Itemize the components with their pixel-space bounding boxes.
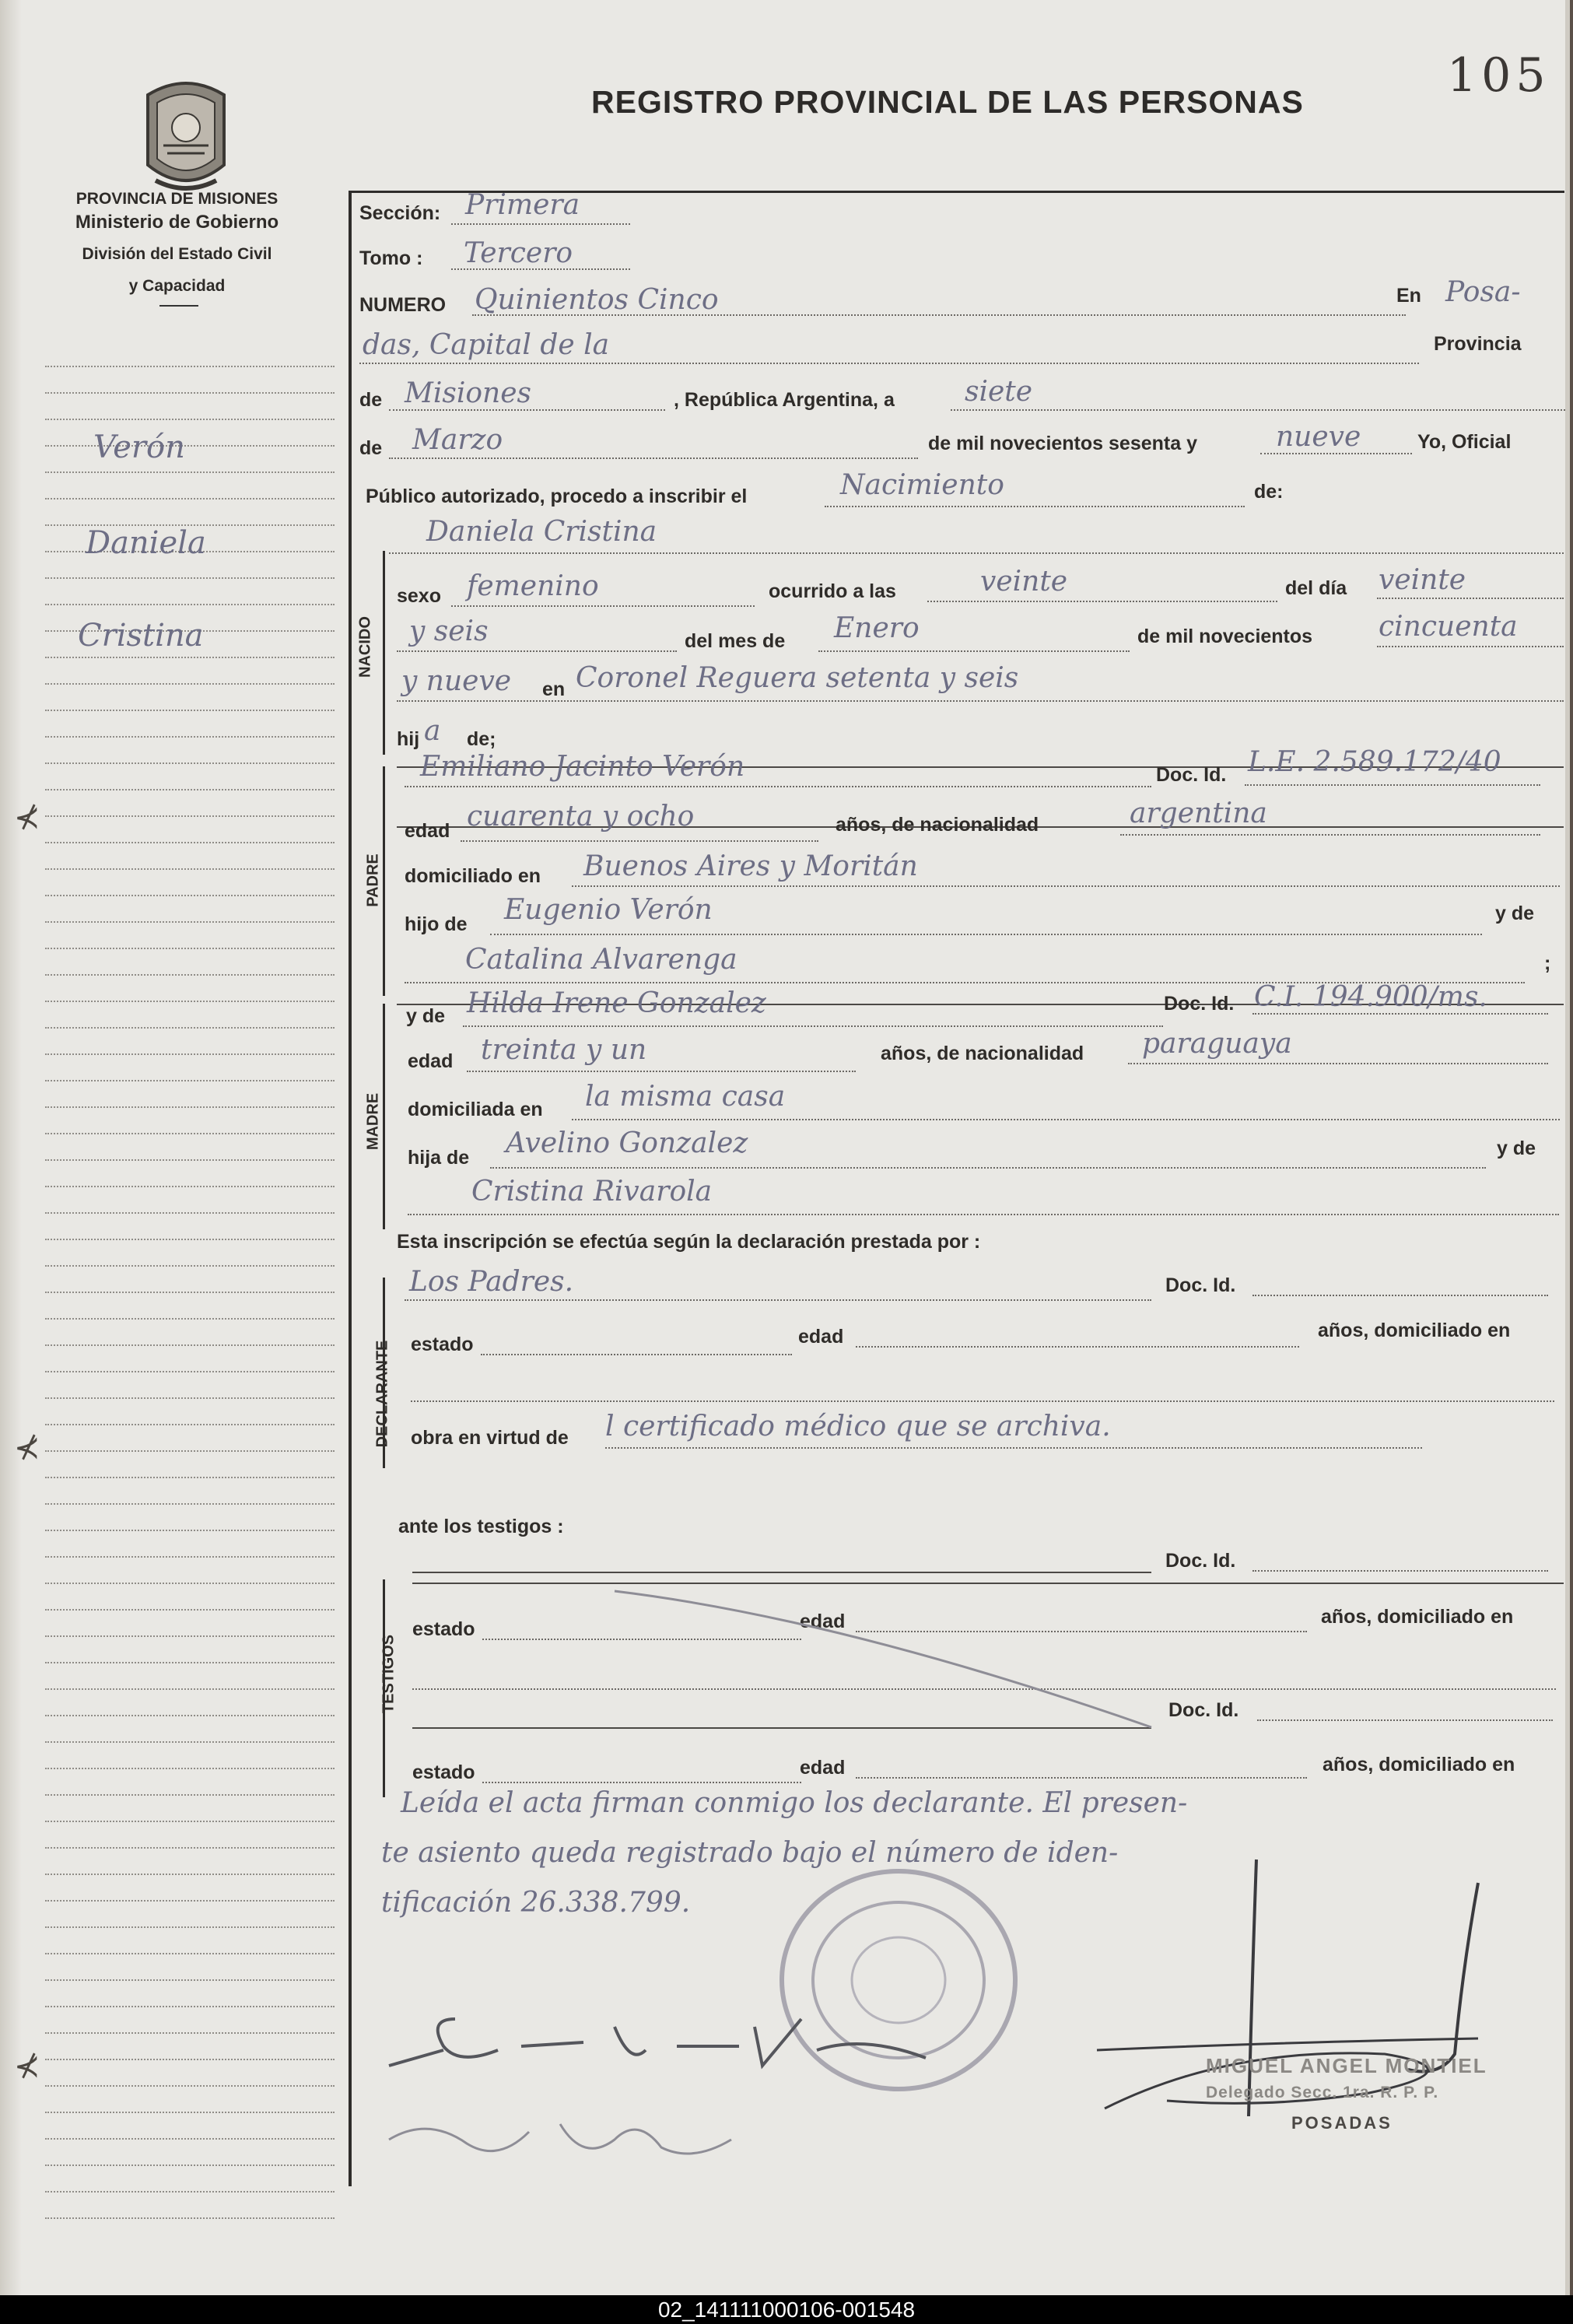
field-line [1252, 1013, 1548, 1015]
section-label-declarante: DECLARANTE [373, 1340, 391, 1448]
header-capacity: y Capacidad [128, 277, 226, 295]
field-line [1377, 598, 1564, 599]
margin-ruled-line [45, 2138, 335, 2140]
label-hijo-de: hijo de [405, 913, 468, 935]
margin-ruled-line [45, 815, 335, 817]
father-signature [381, 2003, 972, 2089]
margin-ruled-line [45, 2217, 335, 2219]
field-line [397, 700, 1564, 702]
field-line [389, 552, 1564, 554]
field-line [1120, 834, 1540, 836]
value-padre-edad: cuarenta y ocho [467, 801, 695, 833]
margin-ruled-line [45, 1159, 335, 1161]
field-line [411, 1400, 1554, 1402]
field-line [359, 363, 1419, 364]
label-anos-nac-padre: años, de nacionalidad [836, 814, 1039, 836]
label-edad-testigo-1: edad [800, 1611, 846, 1632]
margin-ruled-line [45, 736, 335, 738]
label-en: En [1396, 285, 1421, 307]
value-madre-hija-de: Avelino Gonzalez [506, 1127, 748, 1159]
value-madre-nac: paraguaya [1142, 1028, 1292, 1060]
label-numero: NUMERO [359, 294, 447, 316]
field-line [572, 1119, 1560, 1120]
margin-ruled-line [45, 366, 335, 367]
margin-ruled-line [45, 1609, 335, 1611]
margin-ruled-line [45, 1926, 335, 1928]
value-hora: veinte [980, 566, 1068, 598]
label-en-lugar: en [542, 678, 566, 700]
field-line [412, 1572, 1151, 1573]
field-line [481, 1354, 792, 1355]
margin-ruled-line [45, 1397, 335, 1399]
label-ante-testigos: ante los testigos : [398, 1516, 564, 1537]
margin-ruled-line [45, 1821, 335, 1822]
header-division: División del Estado Civil [82, 245, 272, 263]
field-line [1260, 453, 1412, 454]
label-semicolon: ; [1544, 952, 1551, 974]
note-line-1: Leída el acta firman conmigo los declarante. El presen- [401, 1787, 1188, 1819]
field-line [818, 650, 1130, 652]
note-line-3: tificación 26.338.799. [381, 1887, 691, 1919]
field-line [467, 1071, 856, 1072]
label-tomo: Tomo : [359, 247, 423, 269]
value-lugar: Coronel Reguera setenta y seis [576, 662, 1019, 694]
margin-ruled-line [45, 842, 335, 843]
section-label-nacido: NACIDO [356, 616, 374, 678]
label-anos-dom-testigo-2: años, domiciliado en [1323, 1754, 1515, 1775]
page-number: 105 [1447, 48, 1550, 103]
value-declarante: Los Padres. [409, 1266, 574, 1298]
field-line [451, 605, 755, 607]
margin-note-second-name: Cristina [78, 618, 204, 654]
label-y-de-madre-2: y de [1497, 1137, 1536, 1159]
field-line [825, 506, 1245, 507]
margin-ruled-line [45, 868, 335, 870]
margin-ruled-line [45, 1292, 335, 1293]
value-madre-dom: la misma casa [585, 1081, 786, 1113]
margin-ruled-line [45, 1371, 335, 1372]
margin-ruled-line [45, 1424, 335, 1425]
label-obra: obra en virtud de [411, 1427, 569, 1449]
value-madre-doc: C.I. 194.900/ms. [1254, 981, 1487, 1013]
label-edad-madre: edad [408, 1050, 454, 1072]
margin-ruled-line [45, 1133, 335, 1134]
section-rule [412, 1583, 1564, 1584]
margin-ruled-line [45, 1080, 335, 1081]
provincial-seal-icon [140, 72, 232, 196]
margin-ruled-line [45, 1027, 335, 1029]
field-line [482, 1782, 801, 1783]
margin-note-surname: Verón [93, 429, 185, 465]
margin-ruled-line [45, 1741, 335, 1743]
margin-ruled-line [45, 762, 335, 764]
margin-ruled-line [45, 1450, 335, 1452]
value-acto: Nacimiento [840, 469, 1004, 501]
field-line [856, 1346, 1299, 1348]
margin-ruled-line [45, 1186, 335, 1187]
margin-ruled-line [45, 1106, 335, 1108]
label-doc-id-declarante: Doc. Id. [1165, 1274, 1236, 1296]
margin-ruled-line [45, 2165, 335, 2166]
margin-ruled-line [45, 1847, 335, 1849]
label-hij: hij [397, 728, 420, 750]
label-estado-testigo-1: estado [412, 1618, 475, 1640]
margin-ruled-line [45, 1477, 335, 1478]
header-ministry: Ministerio de Gobierno [75, 212, 279, 233]
margin-ruled-line [45, 1874, 335, 1875]
note-line-2: te asiento queda registrado bajo el número de iden- [381, 1837, 1119, 1869]
field-line [405, 786, 1151, 787]
value-padre-nac: argentina [1130, 797, 1267, 829]
margin-ruled-line [45, 1953, 335, 1954]
field-line [1128, 1063, 1548, 1064]
value-numero: Quinientos Cinco [475, 284, 719, 316]
margin-ruled-line [45, 498, 335, 500]
label-de-semi: de; [467, 728, 496, 750]
label-de-mes: de [359, 437, 383, 459]
official-stamp-name: MIGUEL ANGEL MONTIEL [1206, 2054, 1487, 2077]
value-padre-doc: L.E. 2.589.172/40 [1248, 746, 1501, 778]
field-line [572, 885, 1560, 887]
label-domiciliado-padre: domiciliado en [405, 865, 541, 887]
field-line [490, 1167, 1486, 1169]
margin-ruled-line [45, 1318, 335, 1320]
label-doc-id-testigo-2: Doc. Id. [1168, 1699, 1239, 1721]
margin-ruled-line [45, 1662, 335, 1663]
field-line [389, 409, 665, 411]
label-anos-nac-madre: años, de nacionalidad [881, 1043, 1084, 1064]
label-del-mes: del mes de [685, 630, 786, 652]
label-y-de-madre: y de [406, 1005, 446, 1027]
binding-spine [0, 0, 22, 2295]
field-line [951, 409, 1565, 411]
value-dia: siete [965, 376, 1033, 408]
margin-ruled-line [45, 2006, 335, 2007]
binding-hole-mark: ⊀ [14, 1431, 40, 1465]
margin-ruled-line [45, 948, 335, 949]
value-nombre: Daniela Cristina [426, 516, 657, 548]
margin-ruled-line [45, 2032, 335, 2034]
margin-ruled-line [45, 604, 335, 605]
field-line [856, 1777, 1307, 1779]
label-edad-testigo-2: edad [800, 1757, 846, 1779]
field-line [408, 1214, 1559, 1215]
value-obra: l certificado médico que se archiva. [605, 1411, 1111, 1442]
label-doc-id-padre: Doc. Id. [1156, 764, 1227, 786]
label-republica: , República Argentina, a [674, 389, 895, 411]
footer-file-id: 02_141111000106-001548 [657, 2298, 916, 2322]
field-line [605, 1447, 1422, 1449]
margin-ruled-line [45, 1001, 335, 1002]
value-padre-nombre: Emiliano Jacinto Verón [420, 751, 745, 783]
label-anos-dom-testigo-1: años, domiciliado en [1321, 1606, 1514, 1628]
section-bar-padre [383, 766, 385, 996]
label-publico: Público autorizado, procedo a inscribir el [366, 485, 748, 507]
value-ano-nac: cincuenta [1379, 611, 1518, 643]
label-doc-id-testigo-1: Doc. Id. [1165, 1550, 1236, 1572]
header-rule [159, 305, 198, 307]
value-provincia: Misiones [405, 377, 532, 409]
label-hija-de: hija de [408, 1147, 470, 1169]
label-seccion: Sección: [359, 202, 441, 224]
form-frame-vertical [349, 191, 352, 2186]
label-edad-declarante: edad [798, 1326, 844, 1348]
value-padre-madre: Catalina Alvarenga [465, 944, 737, 976]
value-madre-edad: treinta y un [481, 1034, 647, 1066]
margin-ruled-line [45, 1530, 335, 1531]
label-anos-dom-declarante: años, domiciliado en [1318, 1320, 1511, 1341]
value-tomo: Tercero [464, 237, 573, 269]
label-esta-inscripcion: Esta inscripción se efectúa según la declaración prestada por : [397, 1231, 981, 1253]
margin-ruled-line [45, 2059, 335, 2060]
margin-note-first-name: Daniela [86, 525, 206, 561]
official-stamp-role: Delegado Secc. 1ra. R. P. P. [1206, 2084, 1439, 2101]
label-estado-testigo-2: estado [412, 1761, 475, 1783]
value-en-cont: das, Capital de la [363, 329, 610, 361]
margin-ruled-line [45, 1053, 335, 1055]
value-hij-suffix: a [424, 715, 441, 747]
field-line [1252, 1295, 1548, 1296]
value-padre-hijo-de: Eugenio Verón [504, 894, 713, 926]
label-estado-declarante: estado [411, 1334, 474, 1355]
margin-ruled-line [45, 2112, 335, 2113]
label-edad-padre: edad [405, 820, 450, 842]
label-yo-oficial: Yo, Oficial [1417, 431, 1512, 453]
label-y-de: y de [1495, 903, 1535, 924]
margin-ruled-line [45, 392, 335, 394]
margin-ruled-line [45, 921, 335, 923]
margin-ruled-line [45, 1688, 335, 1690]
value-mes: Marzo [412, 424, 503, 456]
field-line [461, 840, 818, 842]
margin-ruled-line [45, 895, 335, 896]
value-mes-nac: Enero [834, 612, 920, 644]
value-dia-nac: veinte [1379, 564, 1466, 596]
binding-hole-mark: ⊀ [14, 2049, 40, 2084]
field-line [397, 650, 677, 652]
field-line [1257, 1719, 1553, 1721]
margin-ruled-line [45, 710, 335, 711]
label-de-mil-nov: de mil novecientos [1137, 626, 1313, 647]
header-province: PROVINCIA DE MISIONES [75, 190, 279, 208]
margin-ruled-line [45, 1212, 335, 1214]
margin-ruled-line [45, 1635, 335, 1637]
margin-ruled-line [45, 2085, 335, 2087]
margin-ruled-line [45, 1715, 335, 1716]
label-sexo: sexo [397, 585, 441, 607]
margin-ruled-line [45, 2191, 335, 2193]
label-de-provincia: de [359, 389, 383, 411]
margin-ruled-line [45, 1556, 335, 1558]
footer-bar [0, 2295, 1573, 2324]
margin-ruled-line [45, 1239, 335, 1240]
value-dia-nac-cont: y seis [409, 615, 489, 647]
value-seccion: Primera [465, 189, 580, 221]
value-en: Posa- [1445, 276, 1521, 308]
value-madre-nombre: Hilda Irene Gonzalez [467, 987, 766, 1019]
official-stamp-city: POSADAS [1291, 2113, 1393, 2133]
value-sexo: femenino [467, 570, 599, 602]
margin-ruled-line [45, 974, 335, 976]
section-label-padre: PADRE [364, 854, 382, 907]
section-bar-nacido [383, 551, 385, 755]
margin-ruled-line [45, 471, 335, 473]
margin-ruled-line [45, 683, 335, 685]
margin-ruled-line [45, 1344, 335, 1346]
label-de-colon: de: [1254, 481, 1284, 503]
section-label-madre: MADRE [364, 1092, 382, 1151]
field-line [451, 223, 630, 225]
margin-ruled-line [45, 657, 335, 658]
field-line [490, 934, 1482, 935]
label-domiciliada: domiciliada en [408, 1099, 543, 1120]
margin-ruled-line [45, 1979, 335, 1981]
field-line [927, 601, 1277, 602]
label-provincia: Provincia [1434, 333, 1522, 355]
value-padre-dom: Buenos Aires y Moritán [583, 850, 918, 882]
field-line [389, 457, 918, 459]
label-ocurrido: ocurrido a las [769, 580, 896, 602]
section-bar-madre [383, 1004, 385, 1229]
section-label-testigos: TESTIGOS [380, 1634, 398, 1714]
margin-ruled-line [45, 419, 335, 420]
value-ano-nac-cont: y nueve [401, 665, 512, 697]
field-line [1252, 1570, 1548, 1572]
margin-ruled-line [45, 789, 335, 790]
field-line [405, 1299, 1151, 1301]
field-line [1245, 784, 1540, 786]
margin-ruled-line [45, 1794, 335, 1796]
value-ano: nueve [1276, 421, 1361, 453]
margin-ruled-line [45, 577, 335, 579]
field-line [1377, 646, 1564, 647]
label-del-dia: del día [1285, 577, 1347, 599]
binding-hole-mark: ⊀ [14, 801, 40, 835]
cancellation-stroke [607, 1587, 1167, 1735]
label-de-mil: de mil novecientos sesenta y [928, 433, 1197, 454]
field-line [463, 1025, 1163, 1027]
margin-ruled-line [45, 1265, 335, 1267]
label-doc-id-madre: Doc. Id. [1164, 993, 1235, 1015]
margin-ruled-line [45, 445, 335, 447]
margin-ruled-line [45, 1900, 335, 1902]
margin-ruled-line [45, 1503, 335, 1505]
page-title: REGISTRO PROVINCIAL DE LAS PERSONAS [591, 84, 1304, 120]
margin-ruled-line [45, 1768, 335, 1769]
mother-signature [381, 2101, 786, 2179]
margin-ruled-line [45, 1583, 335, 1584]
value-madre-madre: Cristina Rivarola [471, 1176, 713, 1208]
